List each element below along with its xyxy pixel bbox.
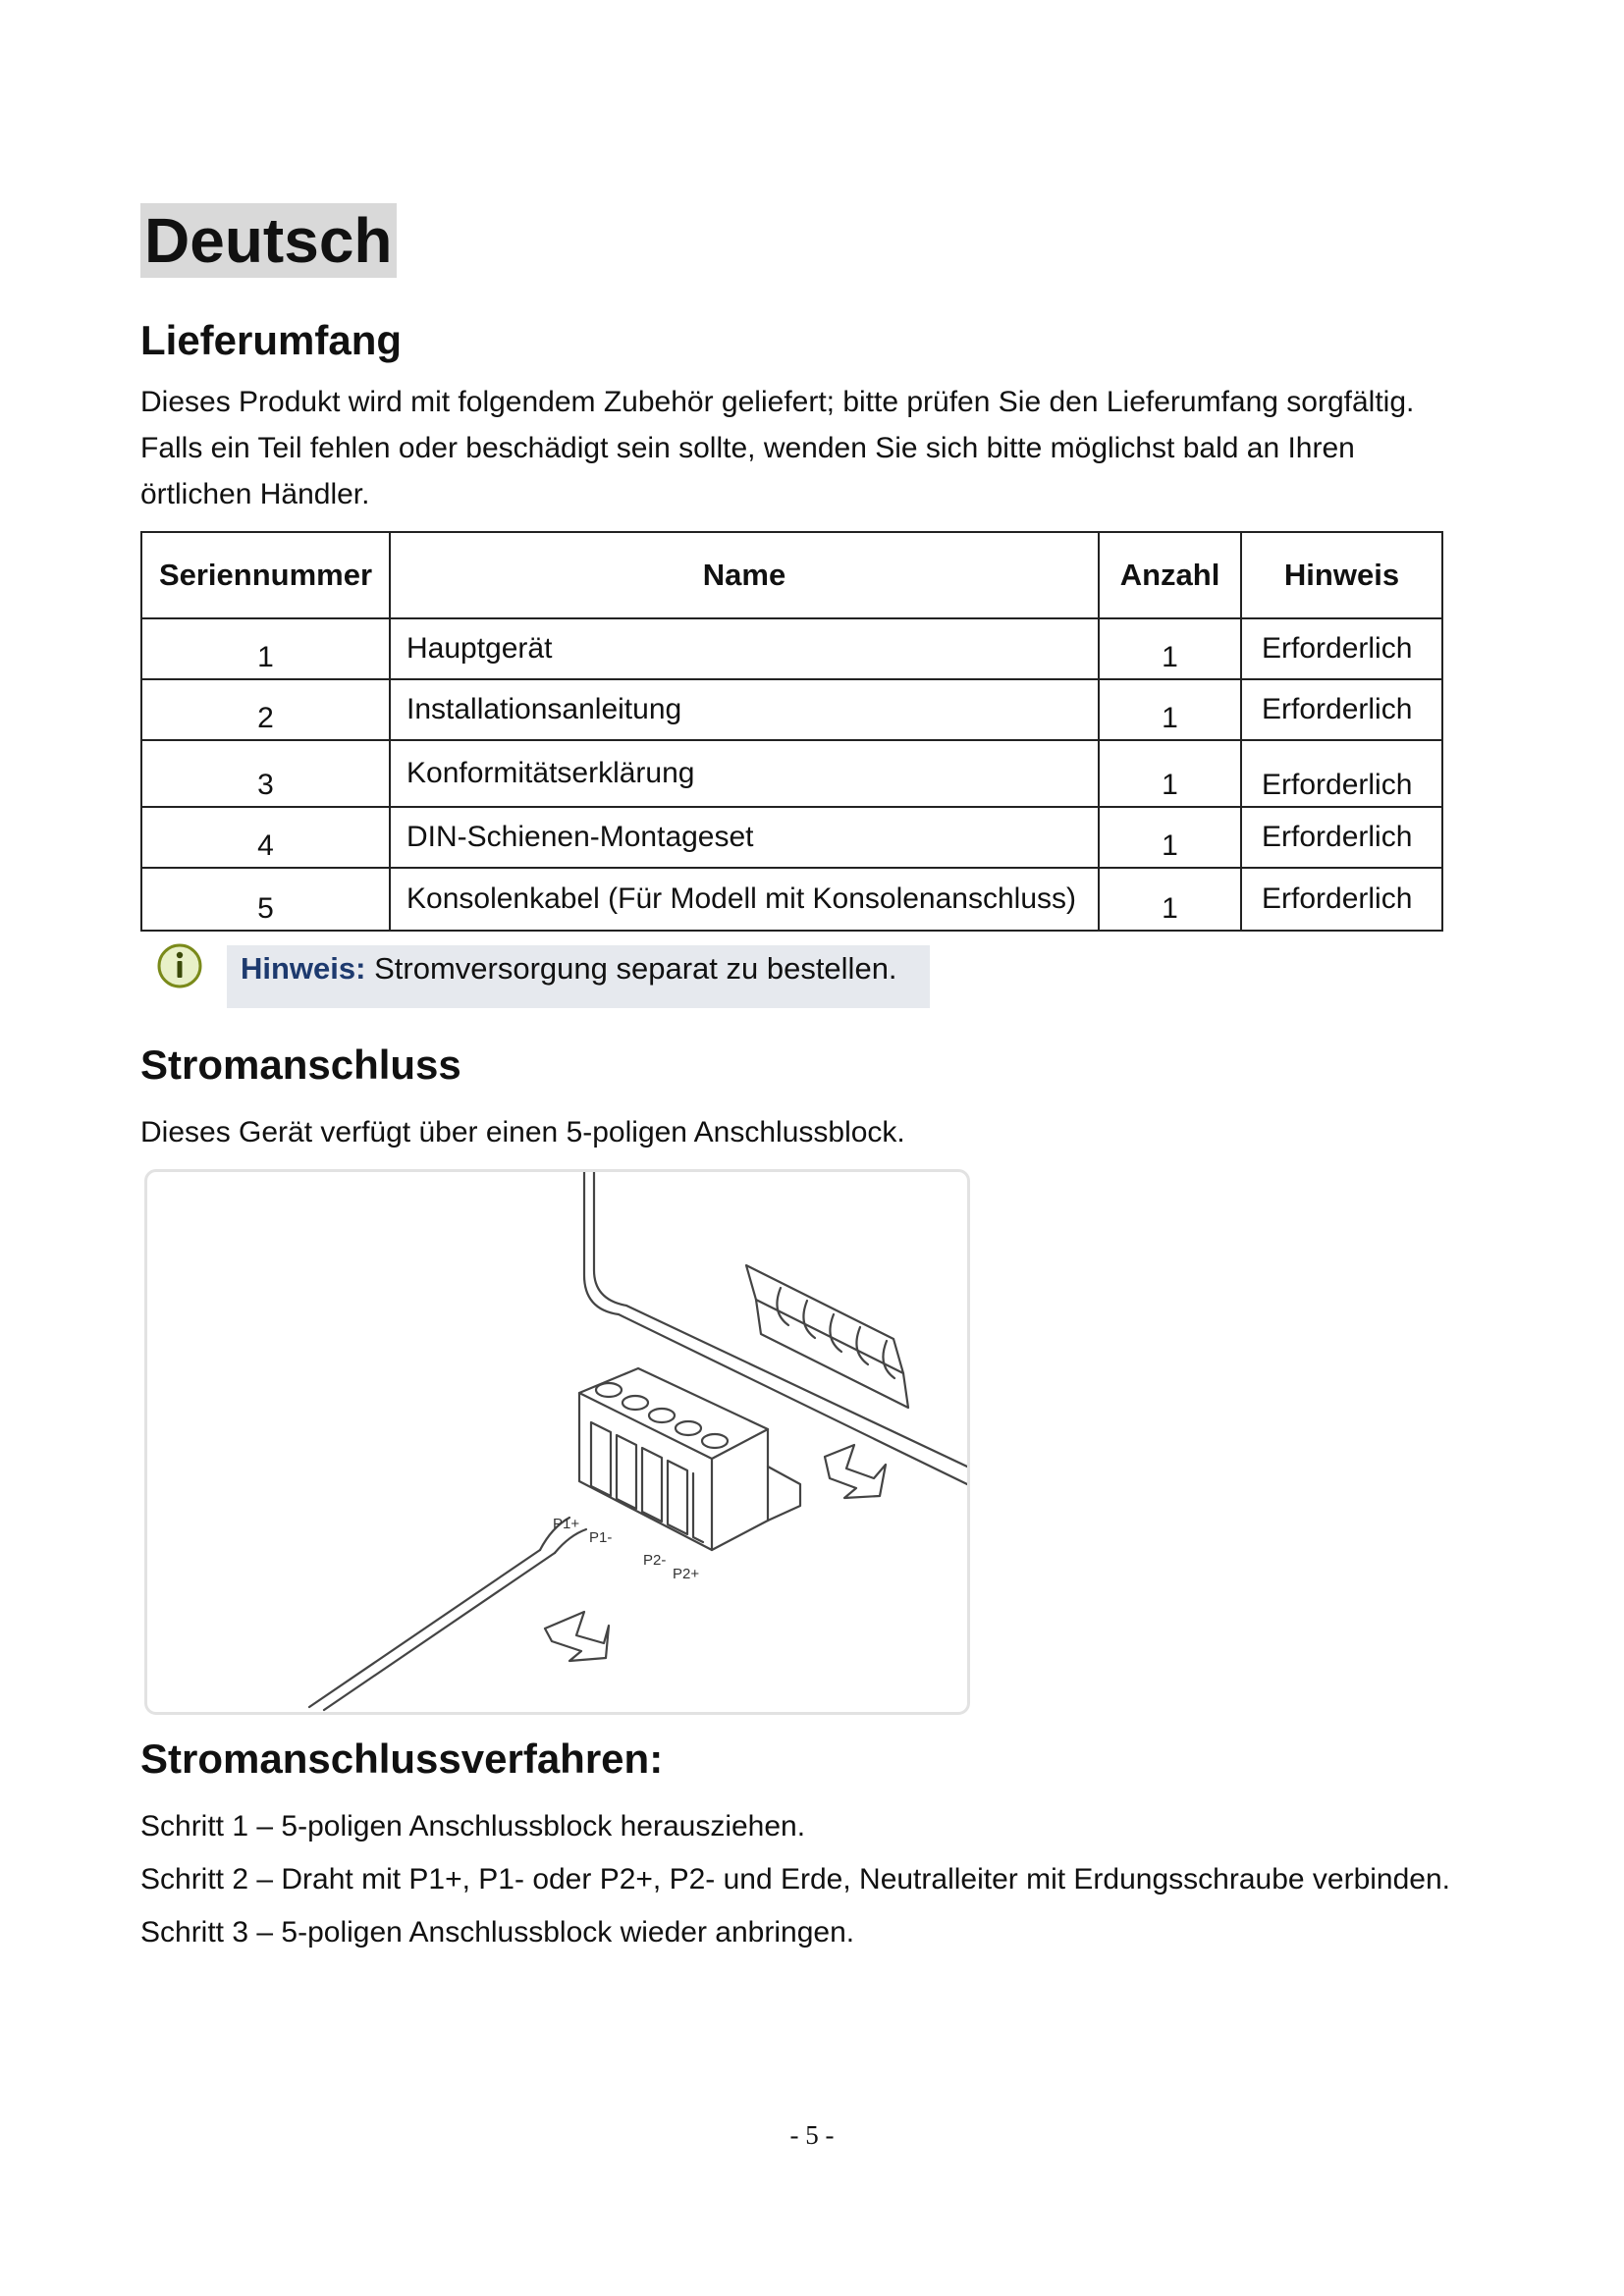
package-contents-table (140, 531, 1443, 932)
procedure-step: Schritt 1 – 5-poligen Anschlussblock herausziehen. (140, 1810, 806, 1842)
cell-name: Konsolenkabel (Für Modell mit Konsolenanschluss) (390, 868, 1099, 931)
label-p2-plus: P2+ (673, 1566, 700, 1582)
col-header-quantity: Anzahl (1099, 532, 1241, 618)
procedure-step: Schritt 2 – Draht mit P1+, P1- oder P2+, P2- und Erde, Neutralleiter mit Erdungsschraube verbinden. (140, 1863, 1451, 1896)
cell-quantity: 1 (1099, 618, 1241, 679)
wire-strand (555, 1529, 586, 1553)
col-header-serial: Seriennummer (141, 532, 390, 618)
procedure-heading: Stromanschlussverfahren: (140, 1735, 664, 1782)
scope-intro (140, 379, 1414, 517)
scope-intro-line: Falls ein Teil fehlen oder beschädigt sein sollte, wenden Sie sich bitte möglichst bald an Ihren (140, 432, 1355, 464)
table-row (141, 618, 1442, 679)
language-title: Deutsch (140, 203, 397, 278)
col-header-note: Hinweis (1241, 532, 1442, 618)
label-p1-plus: P1+ (553, 1516, 580, 1532)
cell-serial: 1 (141, 618, 390, 679)
cell-serial: 5 (141, 868, 390, 931)
cell-note: Erforderlich (1241, 807, 1442, 868)
procedure-step: Schritt 3 – 5-poligen Anschlussblock wieder anbringen. (140, 1916, 855, 1949)
page-number: - 5 - (789, 2120, 835, 2150)
cell-serial: 3 (141, 740, 390, 807)
cell-quantity: 1 (1099, 679, 1241, 740)
note-text (241, 945, 897, 992)
cell-quantity: 1 (1099, 740, 1241, 807)
scope-heading: Lieferumfang (140, 317, 403, 363)
label-p2-minus: P2- (643, 1552, 667, 1569)
procedure-steps (140, 1800, 1450, 1959)
cell-note: Erforderlich (1241, 868, 1442, 931)
power-intro: Dieses Gerät verfügt über einen 5-poligen Anschlussblock. (140, 1116, 905, 1148)
cell-note: Erforderlich (1241, 740, 1442, 807)
power-heading: Stromanschluss (140, 1041, 461, 1088)
col-header-name: Name (390, 532, 1099, 618)
cell-serial: 2 (141, 679, 390, 740)
cell-quantity: 1 (1099, 807, 1241, 868)
scope-intro-line: Dieses Produkt wird mit folgendem Zubehör geliefert; bitte prüfen Sie den Lieferumfang sorgfältig. (140, 386, 1415, 418)
cell-name: Hauptgerät (390, 618, 1099, 679)
terminal-block-illustration (147, 1172, 967, 1712)
note-label: Hinweis: (241, 951, 366, 986)
cell-note: Erforderlich (1241, 679, 1442, 740)
cell-note: Erforderlich (1241, 618, 1442, 679)
device-housing-edge (584, 1172, 967, 1484)
cell-name: DIN-Schienen-Montageset (390, 807, 1099, 868)
label-p1-minus: P1- (589, 1529, 613, 1546)
table-row (141, 740, 1442, 807)
cell-serial: 4 (141, 807, 390, 868)
cable-wire (309, 1550, 540, 1707)
table-row (141, 868, 1442, 931)
device-housing-edge-inner (594, 1172, 967, 1467)
cell-name: Konformitätserklärung (390, 740, 1099, 807)
table-header-row (141, 532, 1442, 618)
terminal-block-figure (144, 1169, 970, 1715)
scope-intro-line: örtlichen Händler. (140, 478, 370, 510)
insert-arrow-icon (545, 1612, 609, 1661)
table-row (141, 807, 1442, 868)
note-body: Stromversorgung separat zu bestellen. (374, 951, 897, 986)
device-socket (746, 1265, 908, 1408)
info-icon (155, 941, 204, 990)
insert-arrow-icon (825, 1445, 886, 1498)
table-row (141, 679, 1442, 740)
cell-quantity: 1 (1099, 868, 1241, 931)
connector-plug (579, 1368, 800, 1550)
cell-name: Installationsanleitung (390, 679, 1099, 740)
